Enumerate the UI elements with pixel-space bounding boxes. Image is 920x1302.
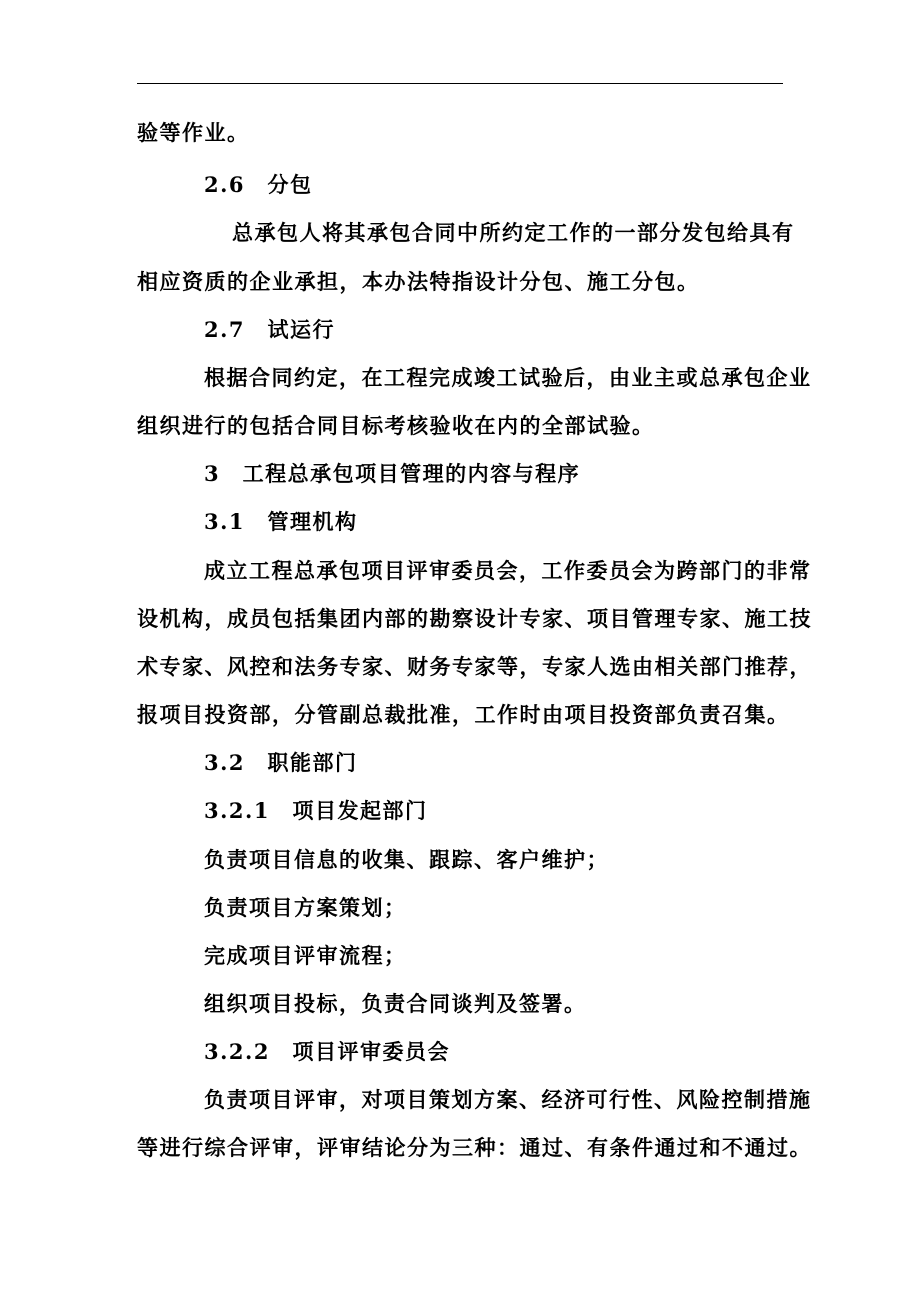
section-heading-2-7: 2.7 试运行 bbox=[204, 317, 336, 342]
section-heading-2-6: 2.6 分包 bbox=[204, 172, 313, 197]
text-line: 术专家、风控和法务专家、财务专家等，专家人选由相关部门推荐， bbox=[137, 654, 812, 679]
section-heading-3-2-2: 3.2.2 项目评审委员会 bbox=[204, 1039, 450, 1064]
text-line: 组织进行的包括合同目标考核验收在内的全部试验。 bbox=[137, 413, 655, 438]
text-line: 报项目投资部，分管副总裁批准，工作时由项目投资部负责召集。 bbox=[137, 702, 790, 727]
text-line: 完成项目评审流程； bbox=[204, 943, 407, 968]
text-line: 成立工程总承包项目评审委员会，工作委员会为跨部门的非常 bbox=[204, 558, 812, 583]
section-heading-3-2: 3.2 职能部门 bbox=[204, 750, 358, 775]
text-line: 根据合同约定，在工程完成竣工试验后，由业主或总承包企业 bbox=[204, 365, 812, 390]
text-line: 相应资质的企业承担，本办法特指设计分包、施工分包。 bbox=[137, 269, 700, 294]
header-rule bbox=[137, 83, 783, 84]
text-line: 负责项目方案策划； bbox=[204, 895, 407, 920]
text-line: 组织项目投标，负责合同谈判及签署。 bbox=[204, 991, 587, 1016]
text-line: 负责项目评审，对项目策划方案、经济可行性、风险控制措施 bbox=[204, 1087, 812, 1112]
text-line: 设机构，成员包括集团内部的勘察设计专家、项目管理专家、施工技 bbox=[137, 606, 812, 631]
text-line: 总承包人将其承包合同中所约定工作的一部分发包给具有 bbox=[232, 220, 795, 245]
section-heading-3-2-1: 3.2.1 项目发起部门 bbox=[204, 798, 428, 823]
text-line: 负责项目信息的收集、跟踪、客户维护； bbox=[204, 847, 609, 872]
section-heading-3: 3 工程总承包项目管理的内容与程序 bbox=[204, 461, 581, 486]
text-line: 等进行综合评审，评审结论分为三种：通过、有条件通过和不通过。 bbox=[137, 1135, 812, 1160]
text-line: 验等作业。 bbox=[137, 120, 250, 145]
section-heading-3-1: 3.1 管理机构 bbox=[204, 509, 358, 534]
